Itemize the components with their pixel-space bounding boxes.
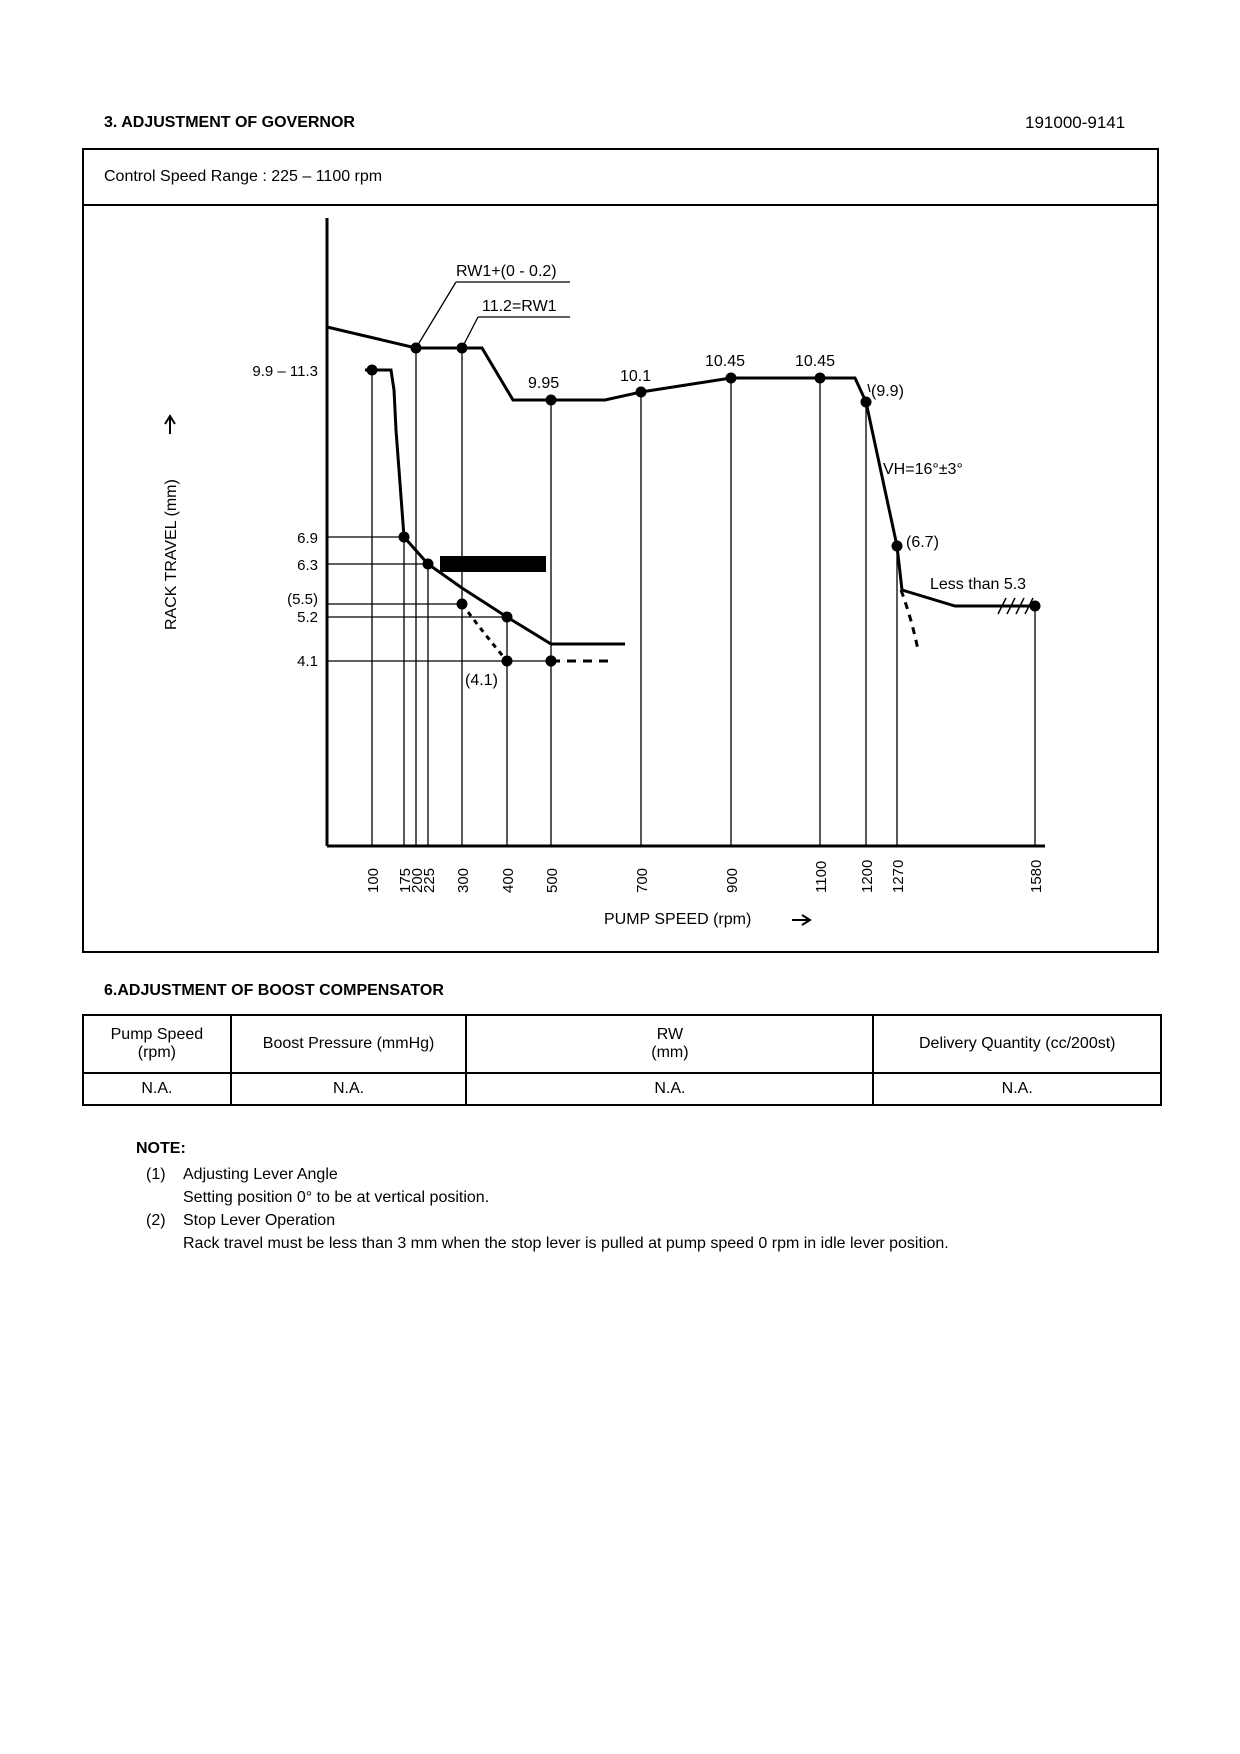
cell-rw: N.A. <box>466 1073 873 1105</box>
cell-delivery-quantity: N.A. <box>873 1073 1161 1105</box>
x-tick-label: 200 <box>409 867 426 893</box>
cell-boost-pressure: N.A. <box>231 1073 467 1105</box>
y-axis-label: RACK TRAVEL (mm) <box>163 479 180 630</box>
chart-annotation: (4.1) <box>465 672 498 689</box>
series-0-point-2 <box>546 395 557 406</box>
cell-pump-speed: N.A. <box>83 1073 231 1105</box>
series-1-point-3 <box>457 599 468 610</box>
chart-frame <box>327 218 1045 846</box>
x-tick-label: 1200 <box>859 859 876 893</box>
vertical-guides <box>372 348 1035 846</box>
series-0-point-0 <box>411 343 422 354</box>
chart-annotation: 10.1 <box>620 368 652 385</box>
horizontal-guides <box>327 537 551 661</box>
chart-annotation: Less than 5.3 <box>930 576 1027 593</box>
table-row <box>83 1073 1161 1105</box>
boost-table <box>82 1014 1162 1106</box>
y-tick-label: (5.5) <box>287 591 318 608</box>
series-0-point-3 <box>636 387 647 398</box>
series-0-point-1 <box>457 343 468 354</box>
series-1-point-1 <box>399 532 410 543</box>
y-tick-label: 6.3 <box>297 557 318 574</box>
x-tick-label: 1100 <box>813 860 830 893</box>
x-axis-label: PUMP SPEED (rpm) <box>604 911 752 928</box>
note-1-text: Setting position 0° to be at vertical position. <box>183 1189 490 1206</box>
section-title-boost: 6.ADJUSTMENT OF BOOST COMPENSATOR <box>104 982 444 999</box>
label-layer <box>163 263 1045 928</box>
chart-annotation: (9.9) <box>871 383 904 400</box>
y-axis-arrow-icon <box>165 416 175 434</box>
series-0-point-5 <box>815 373 826 384</box>
note-title: NOTE: <box>136 1140 186 1157</box>
header-boost-pressure: Boost Pressure (mmHg) <box>231 1015 467 1073</box>
y-tick-label: 5.2 <box>297 609 318 626</box>
y-tick-label: 9.9 – 11.3 <box>252 363 318 380</box>
chart-annotation: 10.45 <box>795 353 836 370</box>
series-0-point-7 <box>892 541 903 552</box>
chart-annotation: 9.95 <box>528 375 560 392</box>
shaded-bar <box>440 556 546 572</box>
note-2-text: Rack travel must be less than 3 mm when the stop lever is pulled at pump speed 0 rpm in idle lever position. <box>183 1235 949 1252</box>
x-tick-label: 500 <box>544 867 561 893</box>
header-pump-speed: Pump Speed (rpm) <box>83 1015 231 1073</box>
x-axis-arrow-icon <box>792 915 810 925</box>
dashed-tail <box>901 590 918 650</box>
x-tick-label: 300 <box>455 867 472 893</box>
x-tick-label: 400 <box>500 867 517 893</box>
note-2-heading: Stop Lever Operation <box>183 1212 336 1229</box>
note-1-number: (1) <box>146 1166 166 1183</box>
series-1-point-0 <box>367 365 378 376</box>
y-tick-label: 6.9 <box>297 530 318 547</box>
series-1-point-2 <box>423 559 434 570</box>
series-0-point-4 <box>726 373 737 384</box>
series-1-point-extra-2 <box>546 656 557 667</box>
note-2-number: (2) <box>146 1212 166 1229</box>
header-rw: RW (mm) <box>466 1015 873 1073</box>
chart-annotation: (6.7) <box>906 534 939 551</box>
chart-annotation: 11.2=RW1 <box>482 298 557 315</box>
chart-annotation: 10.45 <box>705 353 746 370</box>
chart-annotation: RW1+(0 - 0.2) <box>456 263 557 280</box>
chart-annotation: VH=16°±3° <box>883 461 963 478</box>
series-1-point-extra <box>502 656 513 667</box>
document-number: 191000-9141 <box>1025 113 1126 132</box>
series-1-point-4 <box>502 612 513 623</box>
table-header-row <box>83 1015 1161 1073</box>
control-speed-range: Control Speed Range : 225 – 1100 rpm <box>104 168 383 185</box>
x-tick-label: 900 <box>724 867 741 893</box>
x-tick-label: 100 <box>365 867 382 893</box>
series-0-point-6 <box>861 397 872 408</box>
section-title-governor: 3. ADJUSTMENT OF GOVERNOR <box>104 114 355 131</box>
x-tick-label: 225 <box>421 867 438 893</box>
note-1-heading: Adjusting Lever Angle <box>183 1166 338 1183</box>
series-0-point-8 <box>1030 601 1041 612</box>
header-delivery-quantity: Delivery Quantity (cc/200st) <box>873 1015 1161 1073</box>
x-tick-label: 1580 <box>1028 859 1045 893</box>
x-tick-label: 700 <box>634 867 651 893</box>
x-tick-label: 1270 <box>890 859 907 893</box>
series-layer <box>327 327 1041 667</box>
x-tick-label: 175 <box>397 867 414 893</box>
y-tick-label: 4.1 <box>297 653 318 670</box>
